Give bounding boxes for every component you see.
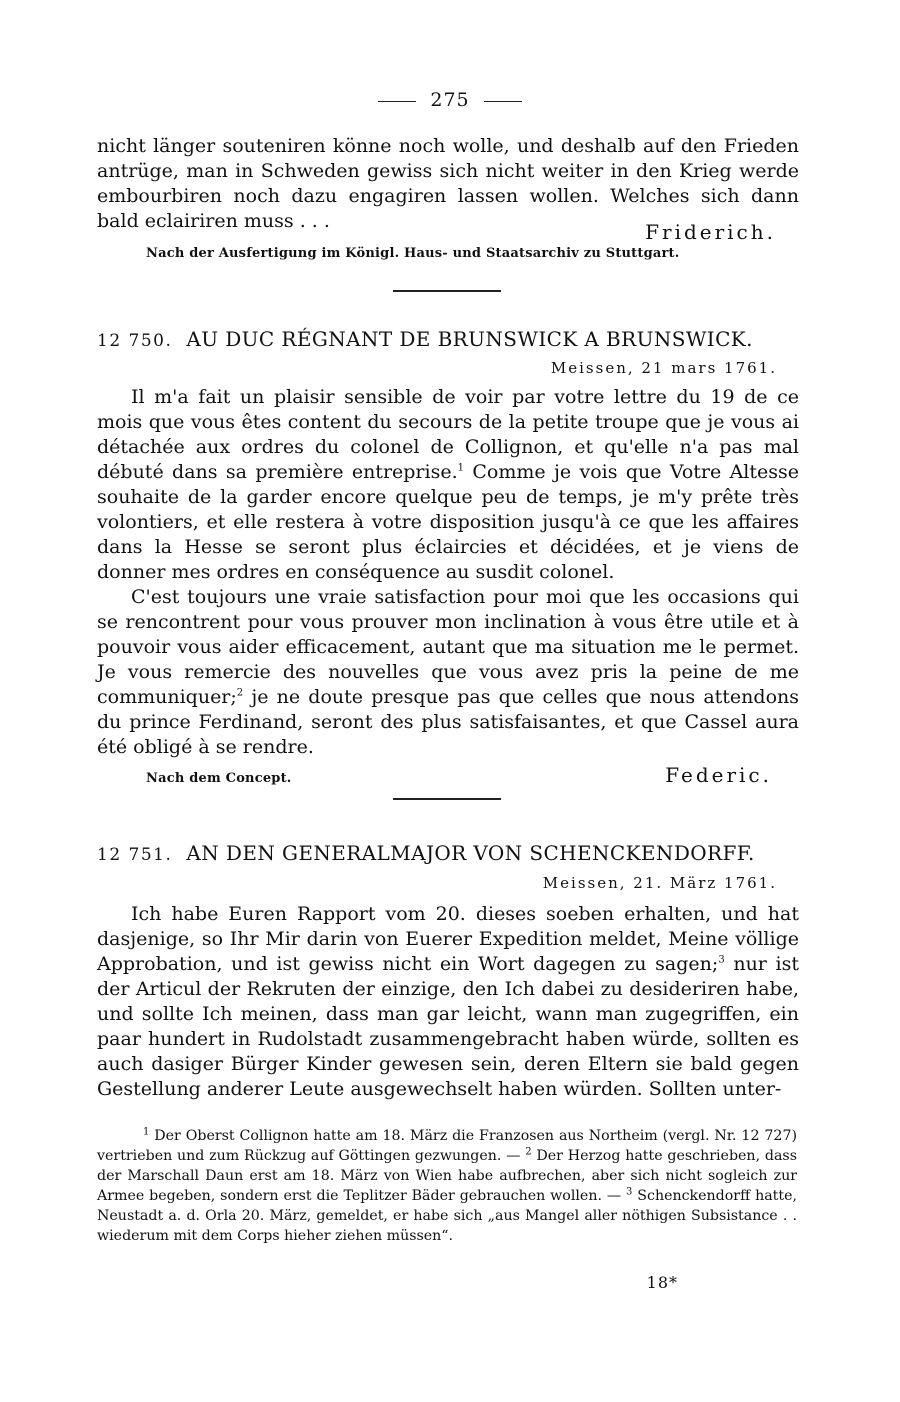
section-divider bbox=[393, 290, 501, 292]
letter-12751-title: AN DEN GENERALMAJOR VON SCHENCKENDORFF. bbox=[186, 841, 755, 865]
footnote-3-mark: 3 bbox=[625, 1186, 633, 1198]
footnote-marker-3: 3 bbox=[718, 954, 725, 966]
footnotes bbox=[97, 1126, 797, 1246]
letter-12750-dateline: Meissen, 21 mars 1761. bbox=[550, 359, 777, 377]
page-number-left-dash bbox=[378, 101, 416, 102]
letter-12751-body bbox=[97, 902, 799, 1102]
page-number-right-dash bbox=[484, 101, 522, 102]
continuation-source-note: Nach der Ausfertigung im Königl. Haus- und Staatsarchiv zu Stuttgart. bbox=[146, 246, 680, 261]
letter-12750-para2-part-a: C'est toujours une vraie satisfaction pour moi que les occasions qui se rencontrent pour vous prouver mon inclination à vous être utile et à pouvoir vous aider efficacement, autant que ma situation me le permet. Je vous remercie des nouvelles que vous avez pris la peine de me communiquer; bbox=[97, 586, 799, 708]
letter-12750-para1-part-b: Comme je vois que Votre Altesse souhaite de la garder encore quelque peu de temps, je m'y prête très volontiers, et elle restera à votre disposition jusqu'à ce que les affaires dans la Hesse se seront plus éclaircies et décidées, et je viens de donner mes ordres en conséquence au susdit colonel. bbox=[97, 461, 799, 583]
letter-12751-para1-part-a: Ich habe Euren Rapport vom 20. dieses soeben erhalten, und hat dasjenige, so Ihr Mir darin von Euerer Expedition meldet, Meine völlige Approbation, und ist gewiss nicht ein Wort dagegen zu sagen; bbox=[97, 903, 799, 975]
letter-12750-paragraph-2 bbox=[97, 585, 799, 760]
letter-12750-number: 12 750. bbox=[97, 331, 173, 351]
letter-12750-title: AU DUC RÉGNANT DE BRUNSWICK A BRUNSWICK. bbox=[186, 327, 753, 351]
footnote-2-mark: 2 bbox=[525, 1146, 532, 1158]
footnote-marker-1: 1 bbox=[457, 462, 465, 474]
footnote-3-text: Schenckendorff hatte, Neustadt a. d. Orla 20. März, gemeldet, er habe sich „aus Mangel aller nöthigen Subsistance . . wiederum mit dem Corps hieher ziehen müssen“. bbox=[97, 1188, 797, 1244]
letter-12751-paragraph-1 bbox=[97, 902, 799, 1102]
continuation-text: nicht länger souteniren könne noch wolle, und deshalb auf den Frieden antrüge, man in Schweden gewiss sich nicht weiter in den Krieg werde embourbiren noch dazu engagiren lassen wollen. Welches sich dann bald eclairiren muss . . . bbox=[97, 135, 799, 232]
letter-12750-heading bbox=[97, 327, 799, 351]
letter-12750-para2-part-b: je ne doute presque pas que celles que nous attendons du prince Ferdinand, seront des plus satisfaisantes, et que Cassel aura été obligé à se rendre. bbox=[97, 686, 799, 758]
footnote-1-mark: 1 bbox=[143, 1126, 150, 1138]
sheet-signature: 18* bbox=[646, 1273, 678, 1292]
section-divider-2 bbox=[393, 798, 501, 800]
letter-12751-heading bbox=[97, 841, 799, 865]
footnote-marker-2: 2 bbox=[236, 687, 244, 699]
letter-12751-dateline: Meissen, 21. März 1761. bbox=[542, 874, 777, 892]
footnotes-text bbox=[97, 1126, 797, 1246]
continuation-signature: Friderich. bbox=[645, 220, 776, 244]
letter-12751-number: 12 751. bbox=[97, 845, 173, 865]
continuation-block bbox=[97, 134, 799, 234]
letter-12751-para1-part-b: nur ist der Articul der Rekruten der einzige, den Ich dabei zu desideriren habe, und sollte Ich meinen, dass man gar leicht, wann man zugegriffen, ein paar hundert in Rudolstadt zusammengebracht haben würde, sollten es auch dasiger Bürger Kinder gewesen sein, deren Eltern sie bald gegen Gestellung anderer Leute ausgewechselt haben würden. Sollten unter- bbox=[97, 953, 799, 1100]
footnote-1-text: Der Oberst Collignon hatte am 18. März die Franzosen aus Northeim (vergl. Nr. 12 727) vertrieben und zum Rückzug auf Göttingen gezwungen. — bbox=[97, 1128, 797, 1164]
footnote-2-text: Der Herzog hatte geschrieben, dass der Marschall Daun erst am 18. März von Wien habe aufbrechen, aber sich nicht sogleich zur Armee begeben, sondern erst die Teplitzer Bäder gebrauchen wollen. — bbox=[97, 1148, 797, 1204]
page-number: 275 bbox=[430, 89, 470, 111]
letter-12750-signature: Federic. bbox=[665, 763, 772, 787]
letter-12750-para1-part-a: Il m'a fait un plaisir sensible de voir par votre lettre du 19 de ce mois que vous êtes content du secours de la petite troupe que je vous ai détachée aux ordres du colonel de Collignon, et qu'elle n'a pas mal débuté dans sa première entreprise. bbox=[97, 386, 799, 483]
page-number-line bbox=[0, 89, 900, 111]
letter-12750-source-note: Nach dem Concept. bbox=[146, 771, 292, 786]
letter-12750-body bbox=[97, 385, 799, 760]
letter-12750-paragraph-1 bbox=[97, 385, 799, 585]
